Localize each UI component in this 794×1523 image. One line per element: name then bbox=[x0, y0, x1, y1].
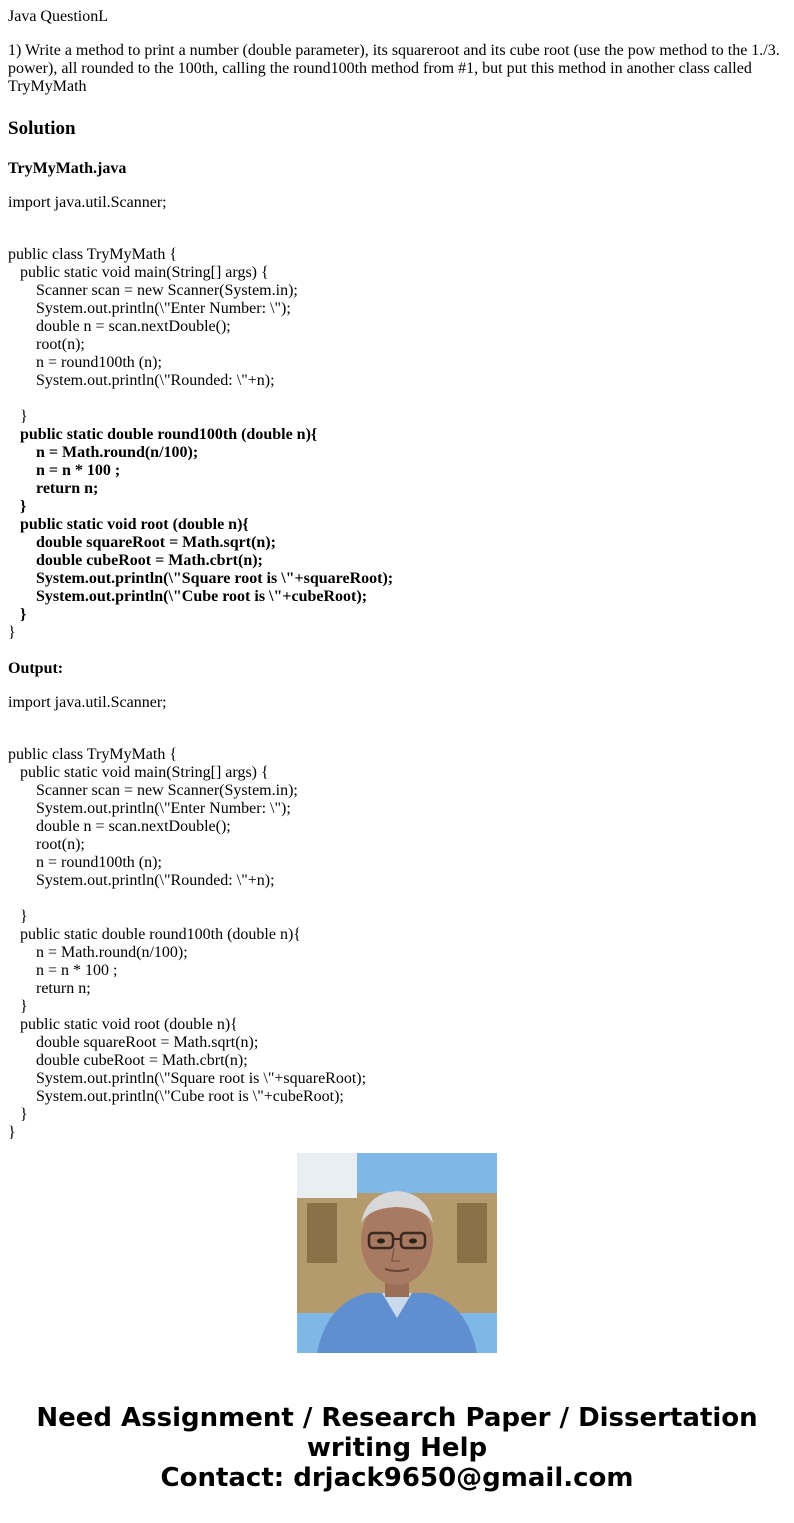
output-line: Scanner scan = new Scanner(System.in); bbox=[8, 782, 298, 799]
output-line: double n = scan.nextDouble(); bbox=[8, 818, 231, 835]
code-line: Scanner scan = new Scanner(System.in); bbox=[8, 282, 298, 299]
question-text: 1) Write a method to print a number (double parameter), its squareroot and its cube root (use the pow method to the 1./3. power), all rounded to the 100th, calling the round100th method from #1, but put this method in another class called TryMyMath bbox=[8, 42, 780, 95]
document-body bbox=[8, 8, 786, 1141]
code-line: double n = scan.nextDouble(); bbox=[8, 318, 231, 335]
code-line: System.out.println(\"Square root is \"+squareRoot); bbox=[8, 570, 394, 587]
output-line: public class TryMyMath { bbox=[8, 746, 178, 763]
output-line: public static double round100th (double n){ bbox=[8, 926, 301, 943]
footer-line-2: writing Help bbox=[306, 1433, 488, 1463]
footer-contact: Contact: drjack9650@gmail.com bbox=[160, 1463, 634, 1493]
output-line: return n; bbox=[8, 980, 91, 997]
code-line: double cubeRoot = Math.cbrt(n); bbox=[8, 552, 263, 569]
output-line: n = n * 100 ; bbox=[8, 962, 118, 979]
code-line: public static void main(String[] args) { bbox=[8, 264, 269, 281]
output-line: double squareRoot = Math.sqrt(n); bbox=[8, 1034, 259, 1051]
output-line: root(n); bbox=[8, 836, 85, 853]
output-line: public static void root (double n){ bbox=[8, 1016, 238, 1033]
code-line: n = n * 100 ; bbox=[8, 462, 121, 479]
code-line: double squareRoot = Math.sqrt(n); bbox=[8, 534, 276, 551]
footer-line-1: Need Assignment / Research Paper / Dissertation bbox=[36, 1403, 758, 1433]
output-line bbox=[8, 890, 786, 908]
output-line: n = Math.round(n/100); bbox=[8, 944, 188, 961]
output-line: } bbox=[8, 1124, 16, 1141]
output-line: System.out.println(\"Square root is \"+squareRoot); bbox=[8, 1070, 367, 1087]
output-line: } bbox=[8, 998, 28, 1015]
document-title: Java QuestionL bbox=[8, 8, 108, 25]
code-line: return n; bbox=[8, 480, 99, 497]
code-line: root(n); bbox=[8, 336, 85, 353]
author-photo-svg bbox=[297, 1153, 497, 1353]
output-block bbox=[8, 746, 786, 1141]
code-line: System.out.println(\"Rounded: \"+n); bbox=[8, 372, 275, 389]
import-statement: import java.util.Scanner; bbox=[8, 194, 167, 211]
code-block bbox=[8, 246, 786, 642]
output-line: System.out.println(\"Cube root is \"+cubeRoot); bbox=[8, 1088, 344, 1105]
footer-banner bbox=[0, 1403, 794, 1493]
code-line: n = round100th (n); bbox=[8, 354, 162, 371]
output-import-statement: import java.util.Scanner; bbox=[8, 694, 167, 711]
code-line: } bbox=[8, 624, 16, 641]
code-line: } bbox=[8, 606, 27, 623]
code-line: public class TryMyMath { bbox=[8, 246, 178, 263]
code-line: } bbox=[8, 498, 27, 515]
code-line bbox=[8, 390, 786, 408]
solution-heading: Solution bbox=[8, 118, 76, 139]
code-line: } bbox=[8, 408, 28, 425]
code-line: n = Math.round(n/100); bbox=[8, 444, 199, 461]
output-line: public static void main(String[] args) { bbox=[8, 764, 269, 781]
code-line: public static void root (double n){ bbox=[8, 516, 249, 533]
output-line: } bbox=[8, 908, 28, 925]
output-line: double cubeRoot = Math.cbrt(n); bbox=[8, 1052, 248, 1069]
output-line: System.out.println(\"Enter Number: \"); bbox=[8, 800, 291, 817]
code-line: System.out.println(\"Cube root is \"+cubeRoot); bbox=[8, 588, 368, 605]
code-line: public static double round100th (double n){ bbox=[8, 426, 318, 443]
output-line: } bbox=[8, 1106, 28, 1123]
output-heading: Output: bbox=[8, 660, 64, 677]
output-line: n = round100th (n); bbox=[8, 854, 162, 871]
author-photo-icon bbox=[297, 1153, 497, 1353]
file-heading: TryMyMath.java bbox=[8, 160, 127, 177]
output-line: System.out.println(\"Rounded: \"+n); bbox=[8, 872, 275, 889]
code-line: System.out.println(\"Enter Number: \"); bbox=[8, 300, 291, 317]
